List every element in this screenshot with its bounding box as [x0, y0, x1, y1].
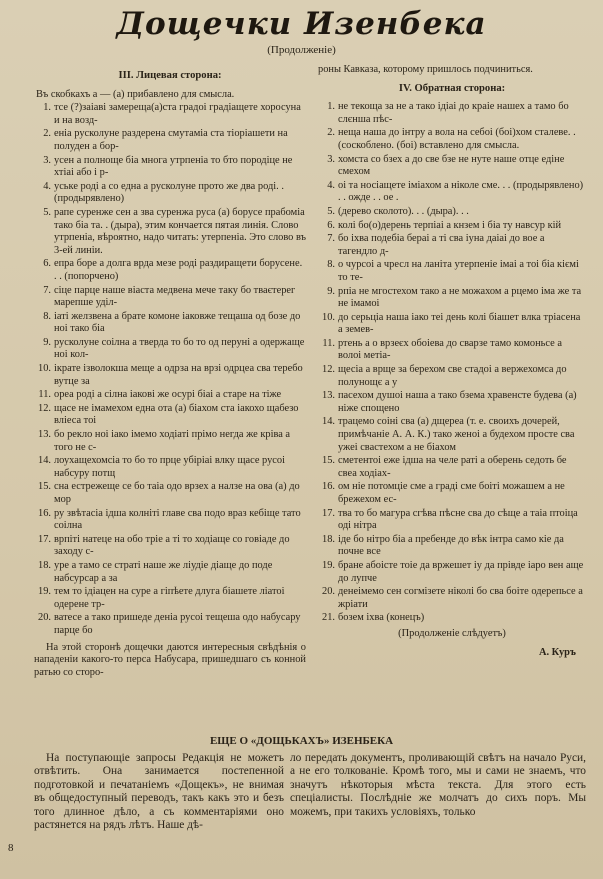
list-item	[34, 207, 306, 257]
list-item	[318, 481, 586, 506]
item-text: щесіа а врще за берехом све стадоі а вержехомса до полунощє а у	[338, 364, 567, 388]
list-item	[318, 286, 586, 311]
section-3-continuation: роны Кавказа, которому пришлось подчиниться.	[318, 64, 533, 75]
left-column	[34, 70, 306, 679]
item-text: сна естрежеще се бо таіа одо врзех а налзе на ова (а) до мор	[54, 481, 300, 505]
item-number: 17.	[322, 507, 335, 519]
section-3-closing: На этой сторонѣ дощечки даются интересныя свѣдѣнія о нападеніи какого-то персa Набусара, пришедшаго съ конной ратью со сторо-	[34, 641, 306, 678]
item-number: 17.	[38, 533, 51, 545]
list-item	[318, 338, 586, 363]
item-text: ікрате ізволокша меще а одрза на врзі одрцеа сва теребо вутце за	[54, 363, 303, 387]
item-number: 16.	[322, 481, 335, 493]
item-text: епра боре а долга врда мезе роді раздиращети борусене. . . (попорчено)	[54, 258, 303, 282]
list-item	[34, 534, 306, 559]
item-number: 11.	[322, 337, 335, 349]
item-text: усен а полноще біа многа утрпеніа то бто породіце не хтіаі або і р-	[54, 154, 293, 179]
item-number: 20.	[322, 586, 335, 598]
item-text: ру звѣтасіа ідша колніті главе сва подо враз кебіще тато соілна	[54, 507, 301, 532]
item-number: 6.	[327, 219, 335, 231]
item-text: русколуне соілна а тверда то бо то од перуні а одержаще ноі кол-	[54, 336, 305, 361]
item-text: сметентоі еже ідша на челе раті а оберень седоть бе свеа ходіах-	[338, 455, 567, 479]
item-number: 15.	[38, 481, 51, 493]
list-item	[34, 429, 306, 454]
item-number: 13.	[322, 390, 335, 402]
item-text: іде бо нітро біа а пребенде до вѣк інтра само кіе да почне все	[338, 533, 564, 558]
item-number: 2.	[43, 128, 51, 140]
item-text: до серьціа наша іако теі день колі біашет влка трiасена а земев-	[338, 311, 581, 336]
list-item	[34, 128, 306, 153]
list-item	[34, 337, 306, 362]
list-item	[34, 403, 306, 428]
list-item	[34, 311, 306, 336]
item-text: хомста со бзех а до све бзе не нуте наше отце едіне смехом	[338, 153, 565, 178]
item-number: 8.	[43, 310, 51, 322]
list-item	[34, 481, 306, 506]
item-text: ртень а о врзеєх обоіева до сварзе тамо комоньсе а волоі метіа-	[338, 337, 562, 362]
list-item	[318, 508, 586, 533]
author-signature: А. Куръ	[538, 646, 576, 658]
page-subtitle: (Продолженіе)	[267, 44, 336, 56]
item-text: о чурсоі а чресл на ланіта утерпеніе імаі а тоі біа кіємі то те-	[338, 259, 579, 283]
list-item	[318, 220, 586, 233]
item-number: 1.	[43, 102, 51, 114]
item-text: пасехом душоі наша а тако бзема хравенсте будева (а) ніже спощено	[338, 390, 577, 414]
item-text: уське роді а со една а русколуне прото же два роді. . (продырявлено)	[54, 180, 284, 205]
item-number: 12.	[322, 364, 335, 376]
item-number: 2.	[327, 127, 335, 139]
item-text: бо рекло ноі іако імемо ходіаті прімо негда же кріва а того не с-	[54, 429, 291, 453]
item-number: 4.	[327, 179, 335, 191]
item-text: ватесе а тако пришеде деніа русоі тещеша одо набусару парце бо	[54, 612, 301, 636]
section-3-items	[34, 102, 306, 637]
item-text: колі бо(о)дерень терпіаі а кнзем і біа ту навсур кій	[338, 219, 562, 231]
item-number: 10.	[38, 363, 51, 375]
item-number: 3.	[43, 154, 51, 166]
item-number: 19.	[322, 559, 335, 571]
item-text: рапе суренже сен а зва суренжа руса (а) борусе прабоміа тако біа та. . (дыра), этим кончается пятая линія. Слово утрпеніа, вѣроятно, надо читать: утерпеніа. Это слово въ 3-ей линіи.	[54, 206, 306, 256]
item-number: 13.	[38, 429, 51, 441]
item-number: 9.	[327, 285, 335, 297]
item-number: 14.	[38, 455, 51, 467]
item-text: не текоща за не а тако ідіаі до краіе нашех а тамо бо слєнша пѣс-	[338, 101, 569, 125]
item-text: ореа роді а сілна іакові же осурі біаі а старе на тіже	[54, 389, 282, 401]
list-item	[318, 534, 586, 559]
item-text: неща наша до інтру а вола на себоі (боі)хом сталеве. . (соскоблено. (боі) вставлено для смысла.	[338, 127, 576, 151]
list-item	[318, 364, 586, 389]
list-item	[318, 154, 586, 179]
list-item	[34, 285, 306, 310]
item-text: ом ніе потомціе сме а граді сме боіті можашем а не брежехом ес-	[338, 481, 565, 505]
item-number: 15.	[322, 455, 335, 467]
item-text: оі та носіащете іміахом а ніколе сме. . . (продырявлено) . . ожде . . ое .	[338, 179, 584, 204]
continued-note: (Продолженіе слѣдуетъ)	[398, 627, 506, 639]
item-number: 18.	[322, 533, 335, 545]
list-item	[34, 586, 306, 611]
list-item	[34, 455, 306, 480]
item-number: 1.	[327, 101, 335, 113]
list-item	[318, 180, 586, 205]
item-text: іаті желзвена а брате комоне іаковже тещаша од бозе до ноі тако біа	[54, 310, 301, 335]
item-text: тва то бо магура сгѣва пѣсне сва до сѣще а таіа птоіца оді нітра	[338, 507, 578, 532]
section-4-heading: IV. Обратная сторона:	[398, 82, 506, 94]
list-item	[318, 233, 586, 258]
item-number: 7.	[327, 233, 335, 245]
list-item	[318, 612, 586, 625]
item-number: 12.	[38, 402, 51, 414]
item-number: 9.	[43, 336, 51, 348]
item-text: еніа русколуне раздерена смутаміа ста тіоріашети на полуден а бор-	[54, 128, 288, 152]
item-number: 5.	[327, 205, 335, 217]
section-3-intro: Въ скобкахъ а — (а) прибавлено для смысла.	[36, 88, 235, 100]
list-item	[318, 416, 586, 454]
item-number: 5.	[43, 206, 51, 218]
list-item	[318, 455, 586, 480]
list-item	[34, 612, 306, 637]
list-item	[34, 363, 306, 388]
list-item	[318, 560, 586, 585]
item-text: тем то ідіацен на суре а гіпѣете длуга біашете ліатоі одерене тр-	[54, 586, 285, 610]
right-column	[318, 64, 586, 659]
item-number: 21.	[322, 612, 335, 624]
page-number: 8	[8, 842, 14, 854]
list-item	[318, 586, 586, 611]
list-item	[34, 560, 306, 585]
item-number: 7.	[43, 284, 51, 296]
item-number: 6.	[43, 258, 51, 270]
list-item	[34, 155, 306, 180]
item-text: уре а тамо се страті наше же ліудіе діаще до поде набсурсар а за	[54, 559, 273, 584]
list-item	[318, 390, 586, 415]
item-text: трацемо соіні сва (а) дщереа (т. е. своихъ дочерей, примѣчаніе А. А. К.) тако женоі а будехом просте сва ужеі свастехом а не біахом	[338, 416, 575, 453]
item-text: лоухащехомсіа то бо то прце убіріаі влку щасе русоі набсуру потщ	[54, 455, 285, 479]
item-number: 8.	[327, 259, 335, 271]
item-text: бране абоісте тоіе да вржешет іу да прівде іаро вен аще до лупче	[338, 559, 584, 584]
list-item	[318, 259, 586, 284]
item-number: 18.	[38, 559, 51, 571]
item-number: 16.	[38, 507, 51, 519]
item-text: сіце парце наше віаста медвена мече таку бо тваєтерег марепше уділ-	[54, 284, 296, 309]
item-text: врпіті натеце на обо тріе а ті то ходіаще со говіаде до заходу с-	[54, 533, 290, 558]
list-item	[34, 102, 306, 127]
item-text: бо іхва подебіа бераі а ті сва іуна даіаі до вое а тагендло д-	[338, 233, 545, 257]
item-text: тсе (?)заіаві замереща(а)ста градоі градіащете хоросуна и на возд-	[54, 102, 301, 126]
article-left-text: На поступающіе запросы Редакція не можетъ отвѣтить. Она занимается постепенной подготовкой и печатаніемъ «Дощекъ», не внимая въ общедоступный переводъ, такъ какъ это и безъ того длинное дѣло, а съ комментаріями оно растянется на рядъ лѣтъ. Наше дѣ-	[34, 752, 284, 832]
list-item	[318, 101, 586, 126]
item-number: 11.	[38, 389, 51, 401]
section-3-heading: III. Лицевая сторона:	[118, 70, 222, 81]
item-text: (дерево сколото). . . (дыра). . .	[338, 205, 469, 217]
item-number: 20.	[38, 612, 51, 624]
item-text: щасе не імамехом една ота (а) біахом ста іакохо щабезо вліеса тоі	[54, 402, 299, 427]
article-right-text: ло передать документъ, проливающій свѣтъ на начало Руси, а не его толкованіе. Кромѣ того, мы и сами не знаемъ, что значутъ нѣкоторыя мѣста текста. Для этого есть спеціалисты. Послѣдніе же молчатъ до сихъ поръ. Мы можемъ, при такихъ условіяхъ, только	[290, 752, 586, 818]
list-item	[34, 508, 306, 533]
page-title: Дощечки Изенбека	[116, 6, 487, 42]
list-item	[318, 206, 586, 219]
item-number: 14.	[322, 416, 335, 428]
list-item	[34, 181, 306, 206]
item-number: 4.	[43, 180, 51, 192]
item-number: 3.	[327, 153, 335, 165]
item-text: бозем іхва (конецъ)	[338, 612, 425, 624]
section-4-items	[318, 101, 586, 625]
item-text: рпіа не мгостехом тако а не можахом а рцемо іма же та не імамоі	[338, 285, 582, 310]
list-item	[34, 389, 306, 402]
item-number: 19.	[38, 586, 51, 598]
article-heading: ЕЩЕ О «ДОЩЬКАХЪ» ИЗЕНБЕКА	[209, 735, 394, 747]
list-item	[34, 258, 306, 283]
list-item	[318, 127, 586, 152]
list-item	[318, 312, 586, 337]
item-text: денеімемо сен согмізете ніколі бо сва боіте одерепьсе а жріати	[338, 586, 583, 610]
item-number: 10.	[322, 311, 335, 323]
